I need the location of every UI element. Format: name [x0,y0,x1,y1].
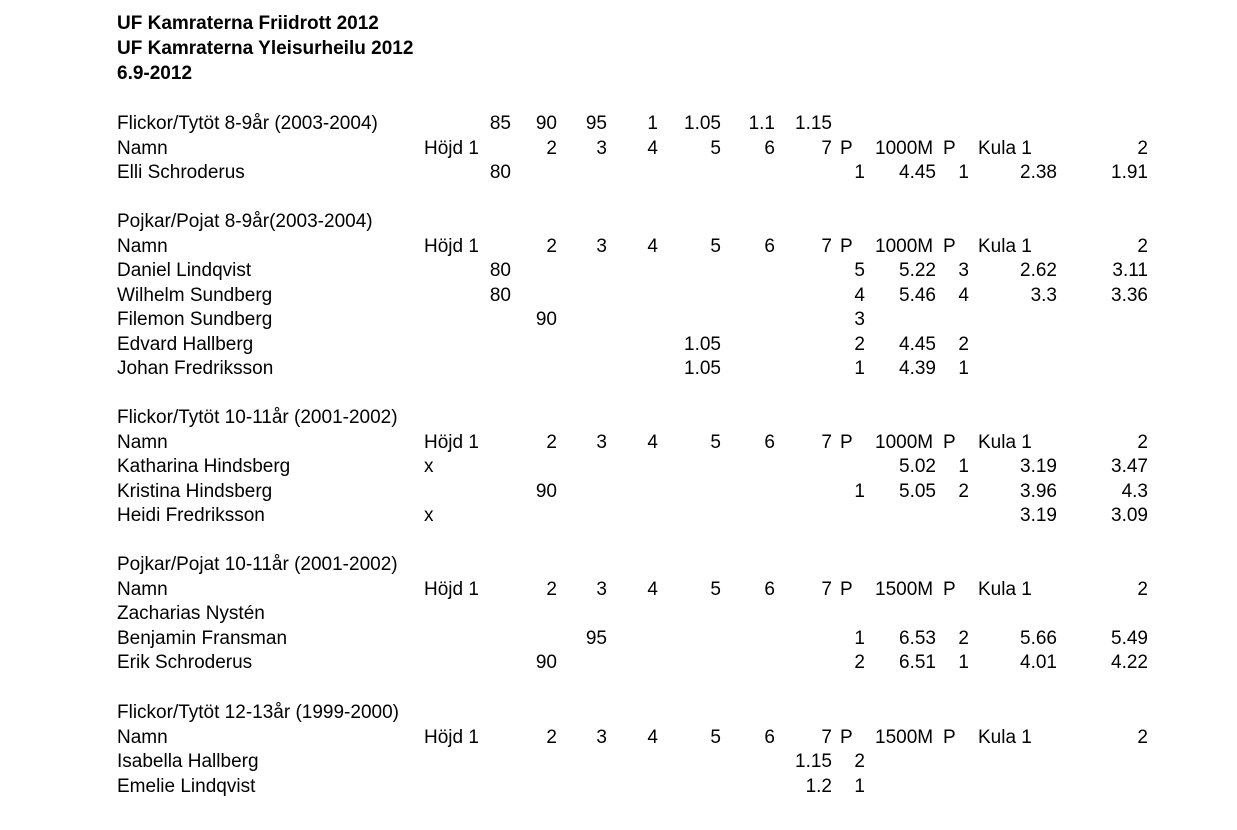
column-header-h6: 6 [764,137,775,159]
column-header-shot2: 2 [1137,726,1148,748]
column-header-h3: 3 [596,235,607,257]
result-c6: 1.05 [684,333,721,355]
column-header-p2: P [943,431,956,453]
column-header-h4: 4 [647,235,658,257]
height-bar-value: 1 [647,113,658,134]
column-header-h3: 3 [596,431,607,453]
column-header-row [0,431,1237,456]
column-header-h5: 5 [710,726,721,748]
athlete-name: Daniel Lindqvist [117,260,252,281]
result-p1: 3 [854,309,865,330]
result-c1: x [424,505,434,526]
column-header-h2: 2 [546,235,557,257]
athlete-row [0,308,1237,333]
result-p1: 2 [854,751,865,772]
column-header-h7: 7 [821,726,832,748]
result-p2: 1 [958,456,969,477]
column-header-name: Namn [117,431,168,453]
result-p1: 5 [854,260,865,281]
athlete-row [0,775,1237,800]
column-header-row [0,726,1237,751]
section-title: Flickor/Tytöt 12-13år (1999-2000) [117,702,399,723]
result-shot2: 4.3 [1121,480,1148,502]
section-title: Flickor/Tytöt 8-9år (2003-2004) [117,113,378,134]
result-run: 4.45 [899,162,936,183]
result-run: 5.22 [899,260,936,281]
column-header-p2: P [943,137,956,159]
athlete-row [0,602,1237,627]
section-title-row [0,112,1237,137]
result-p2: 1 [958,652,969,673]
section-title: Pojkar/Pojat 8-9år(2003-2004) [117,211,373,232]
result-c2: 80 [489,162,511,183]
height-bar-value: 1.1 [748,113,775,134]
result-c4: 95 [585,627,607,649]
athlete-row [0,750,1237,775]
result-shot1: 3.19 [1020,505,1057,526]
column-header-h3: 3 [596,137,607,159]
column-header-h2: 2 [546,726,557,748]
result-run: 6.51 [899,652,936,673]
column-header-h6: 6 [764,726,775,748]
column-header-p2: P [943,235,956,257]
column-header-h7: 7 [821,578,832,600]
column-header-shot1: Kula 1 [978,578,1032,600]
column-header-h6: 6 [764,431,775,453]
result-run: 5.46 [899,284,936,306]
column-header-shot2: 2 [1137,235,1148,257]
column-header-p2: P [943,726,956,748]
height-bar-value: 1.05 [684,113,721,134]
result-p1: 4 [854,284,865,306]
result-c8: 1.15 [795,751,832,772]
result-p2: 3 [958,260,969,281]
column-header-p1: P [840,431,853,453]
result-p1: 1 [854,627,865,649]
result-p2: 2 [958,627,969,649]
result-p1: 2 [854,333,865,355]
column-header-h2: 2 [546,431,557,453]
result-shot1: 5.66 [1020,627,1057,649]
athlete-name: Wilhelm Sundberg [117,284,273,306]
result-shot2: 3.09 [1111,505,1148,526]
result-run: 5.05 [899,480,936,502]
athlete-row [0,480,1237,505]
column-header-h4: 4 [647,137,658,159]
result-p1: 2 [854,652,865,673]
result-shot1: 2.62 [1020,260,1057,281]
result-p1: 1 [854,775,865,797]
result-c6: 1.05 [684,358,721,379]
column-header-run: 1500M [875,726,934,748]
result-c3: 90 [535,480,557,502]
athlete-name: Benjamin Fransman [117,627,288,649]
section-title: Pojkar/Pojat 10-11år (2001-2002) [117,554,398,575]
athlete-name: Isabella Hallberg [117,751,259,772]
athlete-row [0,627,1237,652]
result-run: 4.39 [899,358,936,379]
title-swedish: UF Kamraterna Friidrott 2012 [117,13,379,34]
athlete-name: Katharina Hindsberg [117,456,291,477]
athlete-row [0,651,1237,676]
result-run: 6.53 [899,627,936,649]
result-shot2: 3.36 [1111,284,1148,306]
result-shot1: 4.01 [1020,652,1057,673]
column-header-h7: 7 [821,431,832,453]
result-c8: 1.2 [805,775,832,797]
result-run: 4.45 [899,333,936,355]
column-header-p1: P [840,726,853,748]
athlete-name: Elli Schroderus [117,162,245,183]
column-header-name: Namn [117,137,168,159]
column-header-row [0,578,1237,603]
column-header-run: 1500M [875,578,934,600]
section-title-row [0,406,1237,431]
result-shot1: 2.38 [1020,162,1057,183]
height-bar-value: 90 [535,113,557,134]
result-p2: 1 [958,162,969,183]
column-header-h1: Höjd 1 [424,726,479,748]
column-header-h3: 3 [596,726,607,748]
athlete-row [0,357,1237,382]
column-header-shot1: Kula 1 [978,235,1032,257]
result-p2: 2 [958,333,969,355]
column-header-h5: 5 [710,235,721,257]
result-p1: 1 [854,162,865,183]
column-header-name: Namn [117,726,168,748]
result-shot1: 3.19 [1020,456,1057,477]
column-header-h5: 5 [710,578,721,600]
column-header-run: 1000M [875,137,934,159]
title-finnish: UF Kamraterna Yleisurheilu 2012 [117,38,414,59]
result-shot2: 1.91 [1111,162,1148,183]
result-shot1: 3.96 [1020,480,1057,502]
column-header-row [0,137,1237,162]
column-header-h1: Höjd 1 [424,431,479,453]
column-header-shot1: Kula 1 [978,431,1032,453]
column-header-h6: 6 [764,235,775,257]
column-header-p1: P [840,137,853,159]
column-header-shot2: 2 [1137,137,1148,159]
column-header-shot2: 2 [1137,578,1148,600]
result-p2: 2 [958,480,969,502]
column-header-h3: 3 [596,578,607,600]
column-header-h4: 4 [647,578,658,600]
column-header-h5: 5 [710,431,721,453]
column-header-p1: P [840,235,853,257]
athlete-row [0,161,1237,186]
height-bar-value: 1.15 [795,113,832,134]
athlete-name: Emelie Lindqvist [117,775,256,797]
result-c2: 80 [489,260,511,281]
column-header-h6: 6 [764,578,775,600]
athlete-name: Johan Fredriksson [117,358,274,379]
result-p2: 4 [958,284,969,306]
athlete-name: Heidi Fredriksson [117,505,265,526]
column-header-h2: 2 [546,137,557,159]
event-date: 6.9-2012 [117,63,193,84]
column-header-run: 1000M [875,235,934,257]
column-header-p2: P [943,578,956,600]
column-header-p1: P [840,578,853,600]
column-header-name: Namn [117,578,168,600]
athlete-row [0,284,1237,309]
athlete-name: Filemon Sundberg [117,309,273,330]
column-header-h4: 4 [647,431,658,453]
result-p2: 1 [958,358,969,379]
athlete-name: Edvard Hallberg [117,333,254,355]
result-run: 5.02 [899,456,936,477]
column-header-row [0,235,1237,260]
column-header-h2: 2 [546,578,557,600]
column-header-h1: Höjd 1 [424,578,479,600]
column-header-h7: 7 [821,235,832,257]
column-header-shot2: 2 [1137,431,1148,453]
column-header-h1: Höjd 1 [424,137,479,159]
athlete-name: Erik Schroderus [117,652,253,673]
column-header-run: 1000M [875,431,934,453]
column-header-shot1: Kula 1 [978,137,1032,159]
column-header-h4: 4 [647,726,658,748]
result-c1: x [424,456,434,477]
result-shot2: 4.22 [1111,652,1148,673]
result-c3: 90 [535,652,557,673]
result-p1: 1 [854,480,865,502]
result-c3: 90 [535,309,557,330]
athlete-row [0,455,1237,480]
result-c2: 80 [489,284,511,306]
athlete-row [0,259,1237,284]
result-p1: 1 [854,358,865,379]
column-header-name: Namn [117,235,168,257]
column-header-h7: 7 [821,137,832,159]
athlete-name: Zacharias Nystén [117,603,265,624]
result-shot2: 3.11 [1112,260,1148,281]
height-bar-value: 95 [585,113,607,134]
result-shot2: 5.49 [1111,627,1148,649]
column-header-h1: Höjd 1 [424,235,479,257]
column-header-h5: 5 [710,137,721,159]
column-header-shot1: Kula 1 [978,726,1032,748]
section-title-row [0,553,1237,578]
athlete-name: Kristina Hindsberg [117,480,273,502]
athlete-row [0,333,1237,358]
result-shot1: 3.3 [1030,284,1057,306]
height-bar-value: 85 [489,113,511,134]
result-shot2: 3.47 [1111,456,1148,477]
section-title: Flickor/Tytöt 10-11år (2001-2002) [117,407,398,428]
section-title-row [0,701,1237,726]
athlete-row [0,504,1237,529]
section-title-row [0,210,1237,235]
